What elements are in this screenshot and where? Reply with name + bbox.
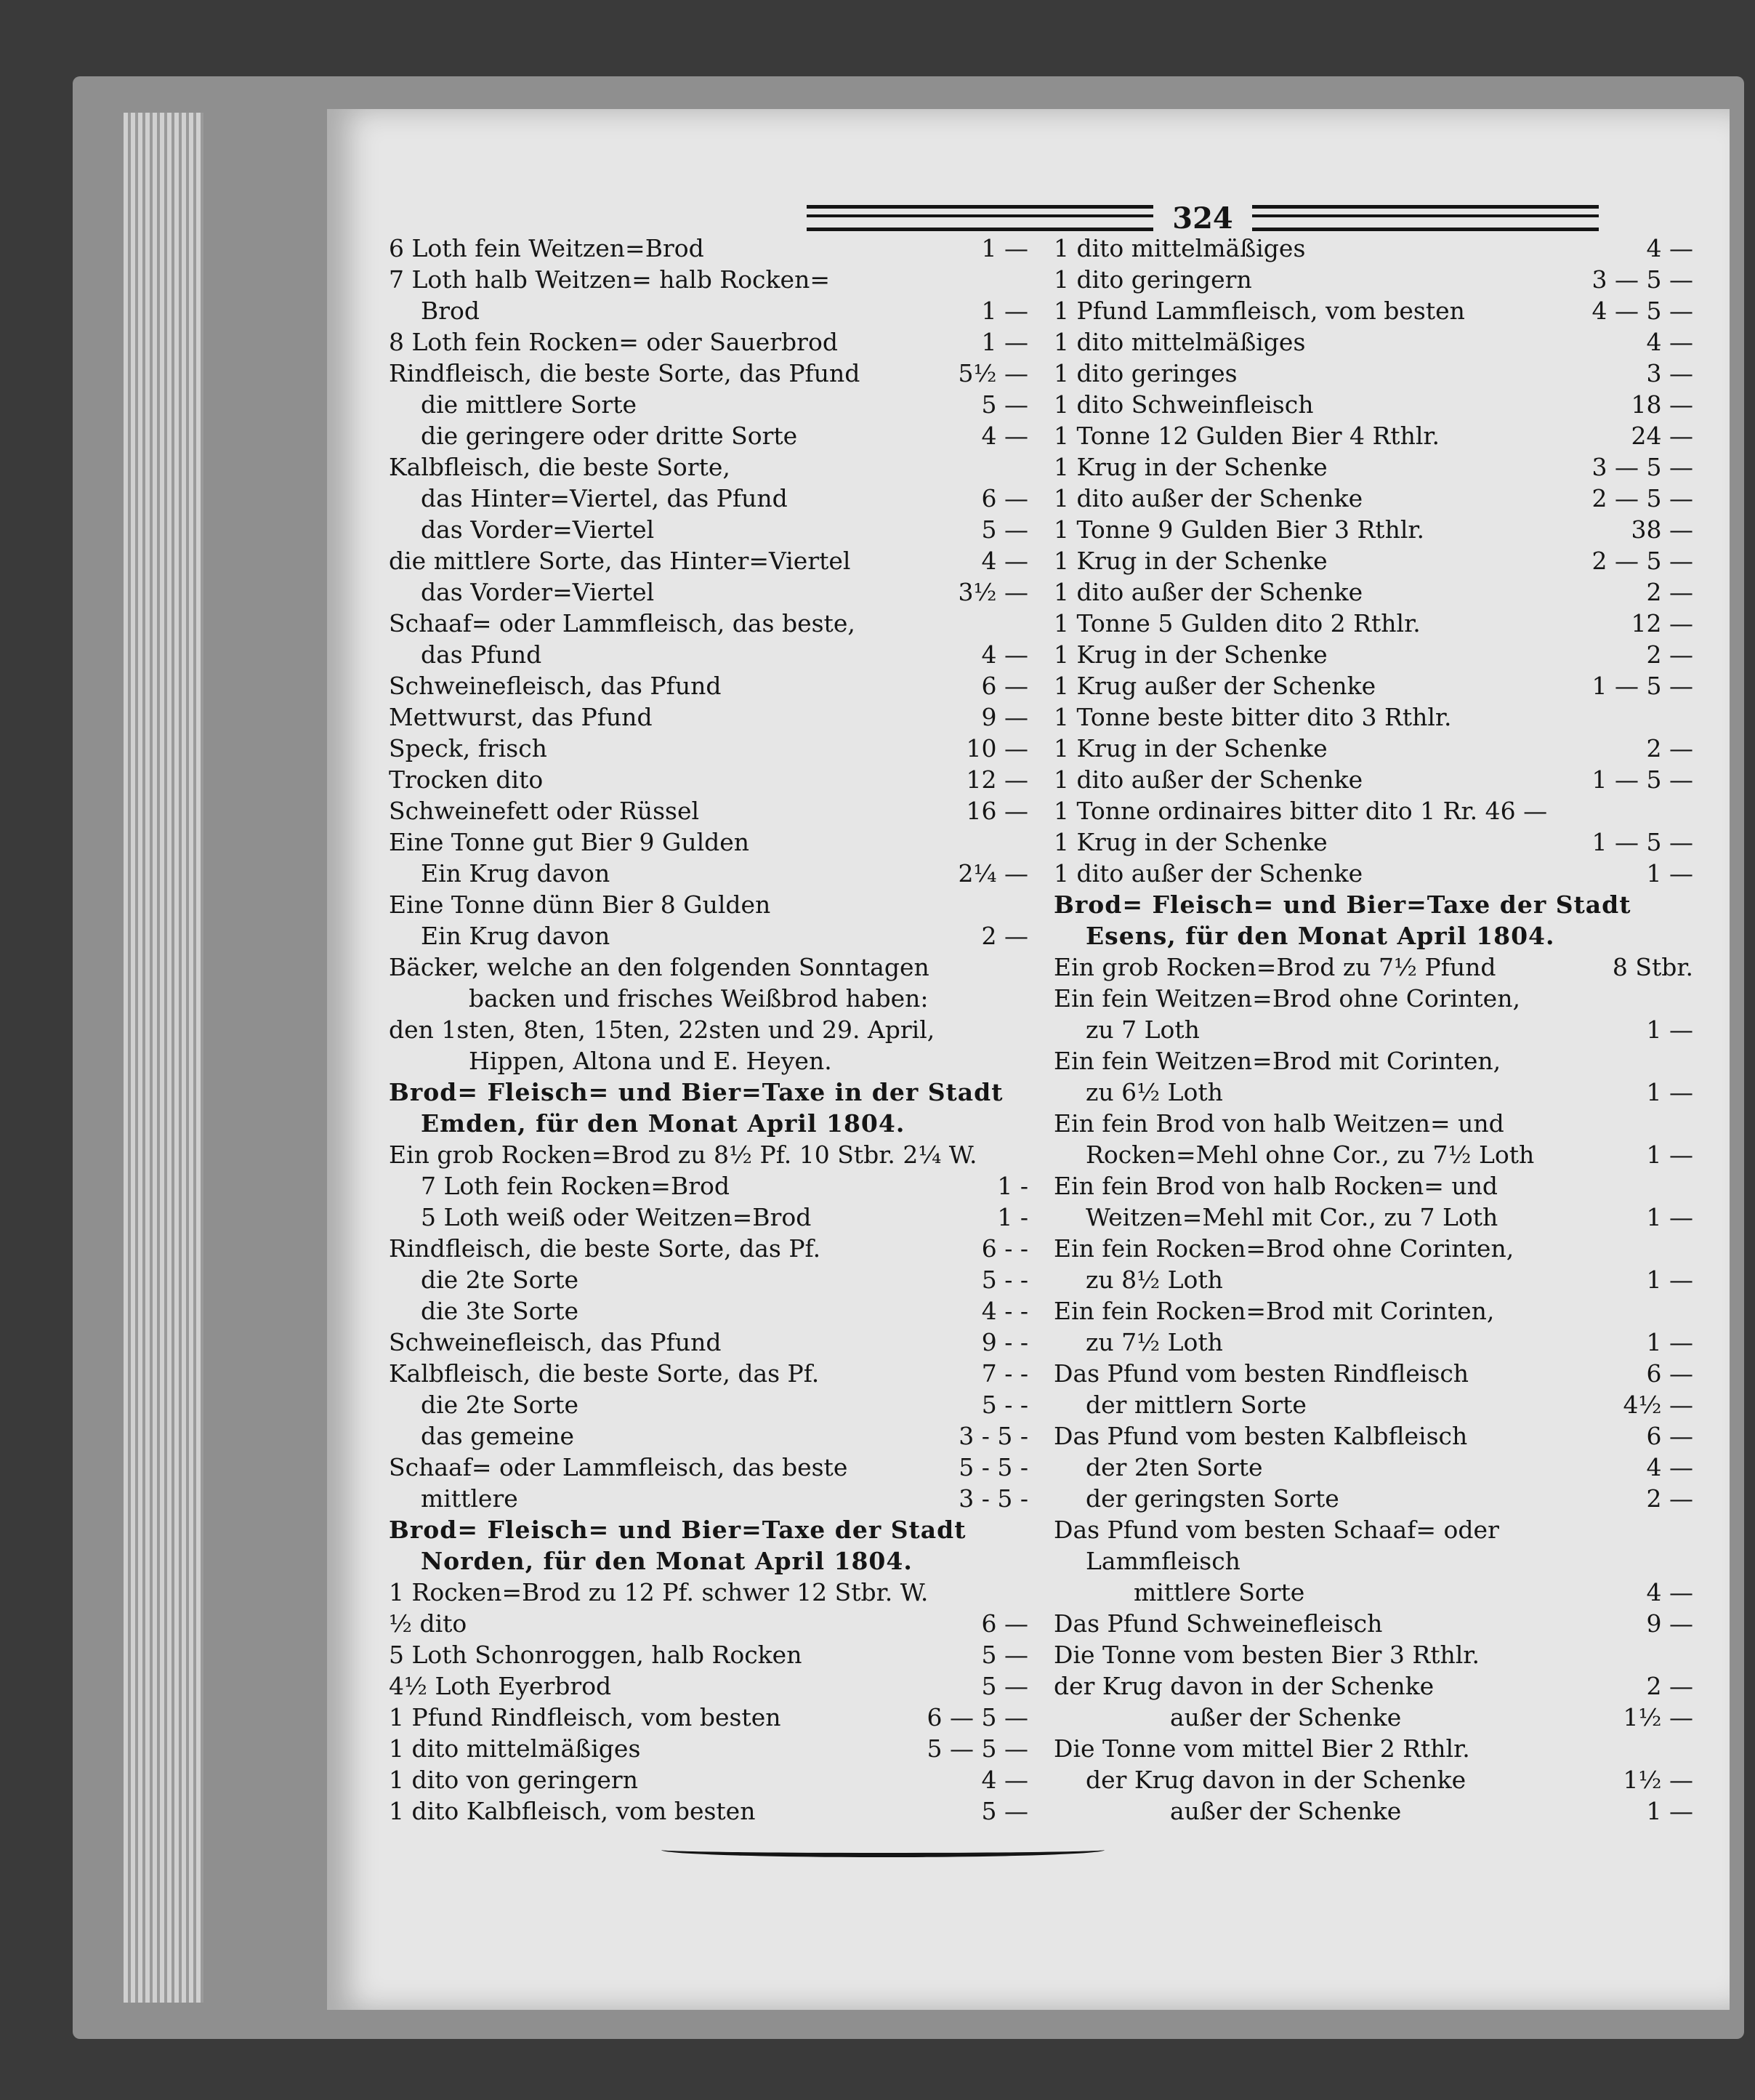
bottom-ornament <box>661 1843 1105 1857</box>
item-text: 1 dito außer der Schenke <box>1054 484 1363 512</box>
price-line <box>1054 1014 1693 1045</box>
price-line <box>389 1077 1028 1108</box>
price-line <box>1054 670 1693 701</box>
price-line <box>1054 514 1693 545</box>
item-price: 1 — <box>1646 1140 1693 1169</box>
price-line <box>1054 1764 1693 1795</box>
item-price: 7 - - <box>981 1359 1028 1388</box>
price-line <box>1054 826 1693 858</box>
price-line <box>389 733 1028 764</box>
item-price: 5 — 5 — <box>927 1734 1028 1763</box>
item-text: Ein fein Rocken=Brod mit Corinten, <box>1054 1297 1495 1325</box>
item-text: das gemeine <box>421 1422 575 1450</box>
item-price: 6 — <box>981 672 1028 700</box>
price-line <box>389 1733 1028 1764</box>
item-text: 1 dito Schweinfleisch <box>1054 390 1314 419</box>
item-price: 1 — <box>981 328 1028 356</box>
item-text: das Vorder=Viertel <box>421 515 655 544</box>
item-text: mittlere <box>421 1484 518 1513</box>
price-line <box>1054 1514 1693 1545</box>
item-price: 1 - <box>997 1203 1028 1231</box>
item-price: 2 — <box>981 922 1028 950</box>
price-line <box>389 1202 1028 1233</box>
item-text: 1 Rocken=Brod zu 12 Pf. schwer 12 Stbr. W. <box>389 1578 929 1606</box>
item-price: 1 — <box>1646 1203 1693 1231</box>
item-text: 1 dito außer der Schenke <box>1054 859 1363 888</box>
item-text: zu 7 Loth <box>1086 1015 1200 1044</box>
item-text: Lammfleisch <box>1086 1547 1240 1575</box>
item-text: die mittlere Sorte <box>421 390 637 419</box>
price-line <box>1054 1045 1693 1077</box>
price-line <box>389 451 1028 483</box>
item-text: der geringsten Sorte <box>1086 1484 1339 1513</box>
price-line <box>1054 764 1693 795</box>
item-text: der Krug davon in der Schenke <box>1054 1672 1435 1700</box>
price-line <box>389 576 1028 608</box>
price-line <box>389 326 1028 358</box>
item-text: 1 dito geringern <box>1054 265 1252 294</box>
item-price: 1 — 5 — <box>1591 672 1693 700</box>
item-text: außer der Schenke <box>1170 1797 1402 1825</box>
price-line <box>1054 1639 1693 1670</box>
item-price: 1 — <box>1646 859 1693 888</box>
item-price: 4 — <box>1646 234 1693 262</box>
price-line <box>1054 420 1693 451</box>
item-text: 5 Loth weiß oder Weitzen=Brod <box>421 1203 812 1231</box>
price-line <box>1054 920 1693 952</box>
price-line <box>1054 1295 1693 1327</box>
item-price: 2 — <box>1646 640 1693 669</box>
price-line <box>1054 639 1693 670</box>
item-text: Schaaf= oder Lammfleisch, das beste, <box>389 609 855 637</box>
price-line <box>1054 952 1693 983</box>
item-text: backen und frisches Weißbrod haben: <box>469 984 929 1013</box>
item-text: 1 Pfund Rindfleisch, vom besten <box>389 1703 781 1731</box>
item-price: 2 — <box>1646 1672 1693 1700</box>
item-text: Esens, für den Monat April 1804. <box>1086 922 1555 950</box>
item-price: 3 - 5 - <box>959 1422 1028 1450</box>
item-text: 1 Krug in der Schenke <box>1054 734 1328 763</box>
item-text: 1 dito außer der Schenke <box>1054 765 1363 794</box>
item-text: 1 Tonne ordinaires bitter dito 1 Rr. 46 — <box>1054 797 1548 825</box>
item-text: 1 dito außer der Schenke <box>1054 578 1363 606</box>
price-line <box>389 858 1028 889</box>
price-line <box>389 1639 1028 1670</box>
item-price: 4 - - <box>981 1297 1028 1325</box>
item-price: 10 — <box>966 734 1028 763</box>
item-price: 1 — <box>981 297 1028 325</box>
item-text: 1 Tonne 5 Gulden dito 2 Rthlr. <box>1054 609 1421 637</box>
item-text: Ein fein Weitzen=Brod mit Corinten, <box>1054 1047 1501 1075</box>
item-text: der 2ten Sorte <box>1086 1453 1263 1481</box>
item-text: Speck, frisch <box>389 734 547 763</box>
item-text: 1 dito mittelmäßiges <box>1054 234 1306 262</box>
price-line <box>389 701 1028 733</box>
price-line <box>1054 295 1693 326</box>
item-text: Das Pfund Schweinefleisch <box>1054 1609 1383 1638</box>
item-price: 5 — <box>981 390 1028 419</box>
price-line <box>389 545 1028 576</box>
item-price: 6 - - <box>981 1234 1028 1263</box>
item-text: 4½ Loth Eyerbrod <box>389 1672 612 1700</box>
price-line <box>389 920 1028 952</box>
item-text: Emden, für den Monat April 1804. <box>421 1109 905 1138</box>
item-text: Ein fein Rocken=Brod ohne Corinten, <box>1054 1234 1514 1263</box>
item-price: 5 — <box>981 1797 1028 1825</box>
price-line <box>389 983 1028 1014</box>
price-line <box>389 264 1028 295</box>
item-price: 4 — <box>981 547 1028 575</box>
item-text: die 2te Sorte <box>421 1391 579 1419</box>
item-text: Das Pfund vom besten Kalbfleisch <box>1054 1422 1468 1450</box>
price-line <box>1054 264 1693 295</box>
price-line <box>389 483 1028 514</box>
item-text: Bäcker, welche an den folgenden Sonntagen <box>389 953 929 981</box>
price-line <box>389 1139 1028 1170</box>
item-text: Brod= Fleisch= und Bier=Taxe in der Stadt <box>389 1078 1004 1106</box>
item-text: Das Pfund vom besten Rindfleisch <box>1054 1359 1469 1388</box>
item-price: 4 — 5 — <box>1591 297 1693 325</box>
item-price: 1 — <box>1646 1328 1693 1356</box>
price-line <box>1054 1733 1693 1764</box>
price-line <box>389 1577 1028 1608</box>
item-price: 9 — <box>981 703 1028 731</box>
item-text: 1 dito von geringern <box>389 1766 638 1794</box>
item-text: Schweinefleisch, das Pfund <box>389 672 722 700</box>
item-text: 1 dito Kalbfleisch, vom besten <box>389 1797 756 1825</box>
item-text: Schweinefleisch, das Pfund <box>389 1328 722 1356</box>
item-text: Ein Krug davon <box>421 859 610 888</box>
price-line <box>1054 1545 1693 1577</box>
item-price: 2 — <box>1646 578 1693 606</box>
price-line <box>1054 1795 1693 1827</box>
item-text: Ein Krug davon <box>421 922 610 950</box>
item-text: Ein grob Rocken=Brod zu 8½ Pf. 10 Stbr. 2¼ W. <box>389 1140 977 1169</box>
price-line <box>1054 1170 1693 1202</box>
price-line <box>389 1170 1028 1202</box>
book-page <box>327 109 1730 2010</box>
left-column <box>389 233 1028 1827</box>
price-line <box>1054 1608 1693 1639</box>
price-line <box>389 889 1028 920</box>
item-text: 1 Tonne beste bitter dito 3 Rthlr. <box>1054 703 1452 731</box>
item-price: 12 — <box>1631 609 1693 637</box>
item-text: Das Pfund vom besten Schaaf= oder <box>1054 1516 1499 1544</box>
price-line <box>1054 1264 1693 1295</box>
item-text: zu 6½ Loth <box>1086 1078 1223 1106</box>
item-text: Weitzen=Mehl mit Cor., zu 7 Loth <box>1086 1203 1498 1231</box>
price-line <box>389 1327 1028 1358</box>
item-price: 3 — 5 — <box>1591 265 1693 294</box>
item-text: 1 Tonne 12 Gulden Bier 4 Rthlr. <box>1054 422 1440 450</box>
price-line <box>1054 1483 1693 1514</box>
price-line <box>389 1670 1028 1702</box>
item-text: Rindfleisch, die beste Sorte, das Pfund <box>389 359 860 387</box>
price-line <box>1054 1389 1693 1420</box>
item-text: 8 Loth fein Rocken= oder Sauerbrod <box>389 328 838 356</box>
price-line <box>389 1014 1028 1045</box>
price-line <box>1054 326 1693 358</box>
item-price: 4 — <box>1646 328 1693 356</box>
item-text: 1 Krug in der Schenke <box>1054 547 1328 575</box>
item-text: 1 dito mittelmäßiges <box>1054 328 1306 356</box>
price-line <box>1054 483 1693 514</box>
item-text: das Hinter=Viertel, das Pfund <box>421 484 788 512</box>
item-text: Ein fein Brod von halb Rocken= und <box>1054 1172 1498 1200</box>
price-line <box>389 952 1028 983</box>
item-text: Kalbfleisch, die beste Sorte, das Pf. <box>389 1359 820 1388</box>
price-line <box>389 795 1028 826</box>
item-text: Kalbfleisch, die beste Sorte, <box>389 453 730 481</box>
item-price: 5 — <box>981 1641 1028 1669</box>
price-line <box>389 1108 1028 1139</box>
price-line <box>1054 1358 1693 1389</box>
item-price: 1 — <box>1646 1078 1693 1106</box>
item-text: 5 Loth Schonroggen, halb Rocken <box>389 1641 802 1669</box>
item-text: Ein fein Brod von halb Weitzen= und <box>1054 1109 1504 1138</box>
item-price: 18 — <box>1631 390 1693 419</box>
price-line <box>1054 1108 1693 1139</box>
price-line <box>389 1514 1028 1545</box>
item-text: außer der Schenke <box>1170 1703 1402 1731</box>
item-text: die geringere oder dritte Sorte <box>421 422 798 450</box>
item-price: 2¼ — <box>958 859 1028 888</box>
item-text: Trocken dito <box>389 765 544 794</box>
price-line <box>1054 451 1693 483</box>
item-text: Rocken=Mehl ohne Cor., zu 7½ Loth <box>1086 1140 1535 1169</box>
item-price: 24 — <box>1631 422 1693 450</box>
item-price: 6 — 5 — <box>927 1703 1028 1731</box>
item-text: Brod= Fleisch= und Bier=Taxe der Stadt <box>1054 890 1631 919</box>
item-price: 5 - - <box>981 1266 1028 1294</box>
price-line <box>389 514 1028 545</box>
item-price: 1 — <box>1646 1015 1693 1044</box>
item-price: 12 — <box>966 765 1028 794</box>
item-price: 4½ — <box>1623 1391 1693 1419</box>
price-line <box>1054 1327 1693 1358</box>
item-price: 16 — <box>966 797 1028 825</box>
item-text: Brod= Fleisch= und Bier=Taxe der Stadt <box>389 1516 967 1544</box>
price-line <box>389 764 1028 795</box>
item-text: der Krug davon in der Schenke <box>1086 1766 1466 1794</box>
item-text: die 2te Sorte <box>421 1266 579 1294</box>
item-text: ½ dito <box>389 1609 467 1638</box>
price-line <box>1054 358 1693 389</box>
item-text: Schweinefett oder Rüssel <box>389 797 700 825</box>
price-line <box>389 295 1028 326</box>
price-line <box>389 1264 1028 1295</box>
item-text: das Vorder=Viertel <box>421 578 655 606</box>
price-line <box>389 1358 1028 1389</box>
price-line <box>389 389 1028 420</box>
price-line <box>1054 545 1693 576</box>
item-text: 1 Krug außer der Schenke <box>1054 672 1376 700</box>
item-text: der mittlern Sorte <box>1086 1391 1307 1419</box>
item-price: 38 — <box>1631 515 1693 544</box>
item-text: Eine Tonne dünn Bier 8 Gulden <box>389 890 771 919</box>
item-text: Schaaf= oder Lammfleisch, das beste <box>389 1453 848 1481</box>
price-line <box>389 1233 1028 1264</box>
item-price: 9 - - <box>981 1328 1028 1356</box>
item-price: 4 — <box>981 640 1028 669</box>
item-price: 5 - 5 - <box>959 1453 1028 1481</box>
price-line <box>1054 389 1693 420</box>
price-line <box>389 1702 1028 1733</box>
price-line <box>389 608 1028 639</box>
item-price: 5½ — <box>958 359 1028 387</box>
item-text: zu 7½ Loth <box>1086 1328 1223 1356</box>
price-line <box>1054 889 1693 920</box>
item-price: 6 — <box>1646 1359 1693 1388</box>
item-price: 6 — <box>981 1609 1028 1638</box>
item-price: 1 — <box>981 234 1028 262</box>
item-price: 4 — <box>1646 1578 1693 1606</box>
item-text: Norden, für den Monat April 1804. <box>421 1547 913 1575</box>
price-line <box>389 1764 1028 1795</box>
header-rule-right <box>1252 205 1599 231</box>
price-line <box>1054 1702 1693 1733</box>
price-line <box>389 826 1028 858</box>
price-line <box>1054 233 1693 264</box>
price-line <box>1054 1420 1693 1452</box>
price-line <box>389 358 1028 389</box>
item-text: 1 Krug in der Schenke <box>1054 828 1328 856</box>
price-line <box>1054 1577 1693 1608</box>
price-line <box>1054 1452 1693 1483</box>
price-line <box>1054 608 1693 639</box>
item-price: 2 — 5 — <box>1591 484 1693 512</box>
price-line <box>389 1608 1028 1639</box>
item-text: Ein grob Rocken=Brod zu 7½ Pfund <box>1054 953 1496 981</box>
price-line <box>1054 576 1693 608</box>
page-number: 324 <box>1172 201 1233 236</box>
item-text: zu 8½ Loth <box>1086 1266 1223 1294</box>
price-line <box>389 1545 1028 1577</box>
item-price: 3 — 5 — <box>1591 453 1693 481</box>
item-price: 4 — <box>981 1766 1028 1794</box>
price-line <box>389 420 1028 451</box>
item-price: 6 — <box>1646 1422 1693 1450</box>
item-text: die 3te Sorte <box>421 1297 579 1325</box>
item-text: Rindfleisch, die beste Sorte, das Pf. <box>389 1234 821 1263</box>
item-text: 1 Krug in der Schenke <box>1054 453 1328 481</box>
item-text: Hippen, Altona und E. Heyen. <box>469 1047 832 1075</box>
price-line <box>1054 858 1693 889</box>
item-price: 1½ — <box>1623 1766 1693 1794</box>
item-price: 4 — <box>1646 1453 1693 1481</box>
price-line <box>1054 1139 1693 1170</box>
item-price: 3 - 5 - <box>959 1484 1028 1513</box>
item-price: 5 — <box>981 515 1028 544</box>
price-line <box>1054 795 1693 826</box>
item-price: 1 - <box>997 1172 1028 1200</box>
item-price: 1½ — <box>1623 1703 1693 1731</box>
item-text: mittlere Sorte <box>1134 1578 1305 1606</box>
item-text: Die Tonne vom mittel Bier 2 Rthlr. <box>1054 1734 1470 1763</box>
price-line <box>1054 1077 1693 1108</box>
item-price: 1 — <box>1646 1797 1693 1825</box>
item-text: 1 dito geringes <box>1054 359 1238 387</box>
item-price: 9 — <box>1646 1609 1693 1638</box>
price-line <box>1054 1202 1693 1233</box>
item-text: 1 dito mittelmäßiges <box>389 1734 641 1763</box>
item-text: 1 Krug in der Schenke <box>1054 640 1328 669</box>
item-price: 6 — <box>981 484 1028 512</box>
price-line <box>1054 1233 1693 1264</box>
item-price: 5 - - <box>981 1391 1028 1419</box>
price-line <box>389 1420 1028 1452</box>
price-line <box>389 670 1028 701</box>
item-text: das Pfund <box>421 640 542 669</box>
item-price: 1 — 5 — <box>1591 765 1693 794</box>
item-price: 1 — 5 — <box>1591 828 1693 856</box>
price-line <box>389 1452 1028 1483</box>
item-price: 1 — <box>1646 1266 1693 1294</box>
item-text: Ein fein Weitzen=Brod ohne Corinten, <box>1054 984 1520 1013</box>
price-line <box>1054 983 1693 1014</box>
price-line <box>389 1045 1028 1077</box>
item-price: 3½ — <box>958 578 1028 606</box>
price-line <box>389 233 1028 264</box>
item-price: 3 — <box>1646 359 1693 387</box>
price-line <box>389 1389 1028 1420</box>
item-text: 7 Loth halb Weitzen= halb Rocken= <box>389 265 830 294</box>
item-price: 4 — <box>981 422 1028 450</box>
right-column <box>1054 233 1693 1827</box>
item-text: Eine Tonne gut Bier 9 Gulden <box>389 828 750 856</box>
price-line <box>389 1483 1028 1514</box>
item-text: Die Tonne vom besten Bier 3 Rthlr. <box>1054 1641 1480 1669</box>
item-price: 8 Stbr. <box>1612 953 1693 981</box>
price-line <box>1054 701 1693 733</box>
price-line <box>389 639 1028 670</box>
item-text: 1 Pfund Lammfleisch, vom besten <box>1054 297 1465 325</box>
item-text: 6 Loth fein Weitzen=Brod <box>389 234 704 262</box>
item-price: 2 — <box>1646 1484 1693 1513</box>
price-line <box>389 1295 1028 1327</box>
price-line <box>389 1795 1028 1827</box>
item-price: 2 — <box>1646 734 1693 763</box>
item-price: 2 — 5 — <box>1591 547 1693 575</box>
header-rule-left <box>807 205 1153 231</box>
item-text: 1 Tonne 9 Gulden Bier 3 Rthlr. <box>1054 515 1425 544</box>
item-text: 7 Loth fein Rocken=Brod <box>421 1172 730 1200</box>
item-text: den 1sten, 8ten, 15ten, 22sten und 29. April, <box>389 1015 935 1044</box>
price-line <box>1054 1670 1693 1702</box>
item-text: Mettwurst, das Pfund <box>389 703 653 731</box>
item-text: die mittlere Sorte, das Hinter=Viertel <box>389 547 851 575</box>
item-text: Brod <box>421 297 480 325</box>
item-price: 5 — <box>981 1672 1028 1700</box>
price-line <box>1054 733 1693 764</box>
